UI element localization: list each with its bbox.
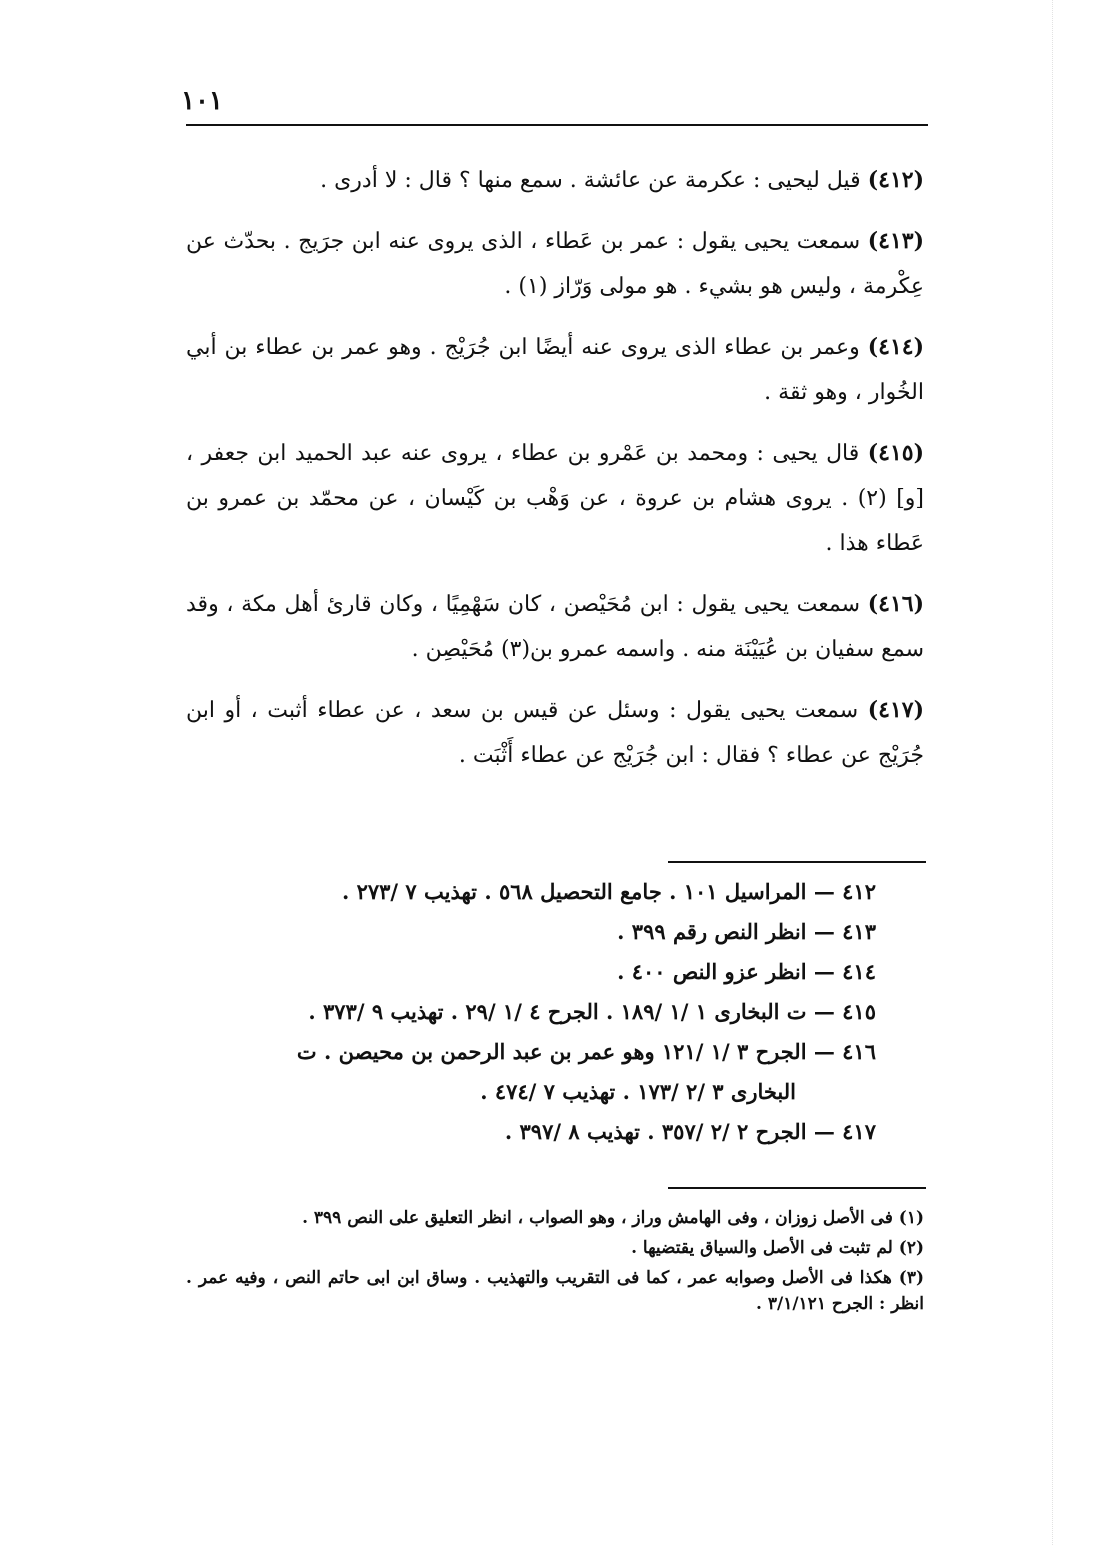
reference-dash: —	[813, 919, 835, 944]
entry-number: (٤١٢)	[867, 167, 924, 193]
references-list	[186, 872, 876, 1152]
reference-number: ٤١٥	[842, 999, 876, 1024]
reference-number: ٤١٦	[842, 1039, 876, 1064]
footnote-text: فى الأصل زوزان ، وفى الهامش وراز ، وهو الصواب ، انظر التعليق على النص ٣٩٩ .	[302, 1208, 893, 1228]
reference-413	[186, 912, 876, 952]
reference-dash: —	[813, 1039, 835, 1064]
page-edge-line	[1052, 0, 1053, 1545]
reference-text: الجرح ٣ /١ /١٢١ وهو عمر بن عبد الرحمن بن محيصن . ت	[296, 1039, 807, 1064]
reference-text: المراسيل ١٠١ . جامع التحصيل ٥٦٨ . تهذيب ٧ /٢٧٣ .	[341, 879, 807, 904]
entry-text: وعمر بن عطاء الذى يروى عنه أيضًا ابن جُرَيْج . وهو عمر بن عطاء بن أبي الخُوار ، وهو ثقة .	[186, 335, 924, 405]
entry-number: (٤١٥)	[867, 440, 925, 466]
reference-416-continuation: البخارى ٣ /٢ /١٧٣ . تهذيب ٧ /٤٧٤ .	[480, 1079, 796, 1104]
entry-414	[186, 325, 924, 415]
reference-text: انظر عزو النص ٤٠٠ .	[617, 959, 807, 984]
reference-415	[186, 992, 876, 1032]
footnotes	[186, 1205, 924, 1321]
entry-text: سمعت يحيى يقول : عمر بن عَطاء ، الذى يروى عنه ابن جرَيج . بحدّث عن عِكْرمة ، وليس هو بشيء . هو مولى وَرّاز (١) .	[186, 229, 924, 299]
entry-text: قيل ليحيى : عكرمة عن عائشة . سمع منها ؟ قال : لا أدرى .	[320, 168, 861, 193]
footnote-number: (١)	[898, 1208, 924, 1228]
footnote-2	[186, 1235, 924, 1261]
entry-416	[186, 582, 924, 672]
reference-text: انظر النص رقم ٣٩٩ .	[617, 919, 807, 944]
reference-number: ٤١٧	[842, 1119, 876, 1144]
footnote-3	[186, 1265, 924, 1317]
footnote-number: (٢)	[898, 1238, 924, 1258]
entry-text: سمعت يحيى يقول : وسئل عن قيس بن سعد ، عن عطاء أثبت ، أو ابن جُرَيْج عن عطاء ؟ فقال : ابن جُرَيْج عن عطاء أَثْبَت .	[186, 698, 924, 768]
reference-number: ٤١٢	[842, 879, 876, 904]
entry-413	[186, 219, 924, 309]
reference-dash: —	[813, 959, 835, 984]
entry-412	[186, 158, 924, 203]
main-text	[186, 158, 924, 794]
reference-number: ٤١٤	[842, 959, 876, 984]
reference-416	[186, 1032, 876, 1072]
entry-415	[186, 431, 924, 566]
footnote-1	[186, 1205, 924, 1231]
page-number: ١٠١	[181, 86, 223, 116]
reference-412	[186, 872, 876, 912]
footnote-text: هكذا فى الأصل وصوابه عمر ، كما فى التقريب والتهذيب . وساق ابن ابى حاتم النص ، وفيه عمر . انظر : الجرح ٣/١/١٢١ .	[186, 1268, 924, 1314]
entry-417	[186, 688, 924, 778]
footnotes-divider	[668, 1187, 926, 1189]
entry-number: (٤١٣)	[867, 228, 925, 254]
entry-number: (٤١٤)	[867, 334, 924, 360]
entry-text: سمعت يحيى يقول : ابن مُحَيْصن ، كان سَهْمِيًا ، وكان قارئ أهل مكة ، وقد سمع سفيان بن عُيَيْنَة منه . واسمه عمرو بن(٣) مُحَيْصِن .	[186, 592, 924, 662]
reference-414	[186, 952, 876, 992]
entry-text: قال يحيى : ومحمد بن عَمْرو بن عطاء ، يروى عنه عبد الحميد ابن جعفر ، [و] (٢) . يروى هشام بن عروة ، عن وَهْب بن كَيْسان ، عن محمّد بن عمرو بن عَطاء هذا .	[186, 441, 924, 556]
reference-text: الجرح ٢ /٢ /٣٥٧ . تهذيب ٨ /٣٩٧ .	[504, 1119, 807, 1144]
header-rule	[186, 124, 928, 126]
reference-text: ت البخارى ١ /١ /١٨٩ . الجرح ٤ /١ /٢٩ . تهذيب ٩ /٣٧٣ .	[308, 999, 807, 1024]
reference-dash: —	[813, 999, 835, 1024]
reference-dash: —	[813, 879, 835, 904]
footnote-number: (٣)	[898, 1268, 924, 1288]
entry-number: (٤١٦)	[867, 591, 924, 617]
reference-dash: —	[813, 1119, 835, 1144]
reference-number: ٤١٣	[842, 919, 876, 944]
reference-417	[186, 1112, 876, 1152]
entry-number: (٤١٧)	[867, 697, 924, 723]
references-divider	[668, 861, 926, 863]
footnote-text: لم تثبت فى الأصل والسياق يقتضيها .	[631, 1238, 893, 1258]
